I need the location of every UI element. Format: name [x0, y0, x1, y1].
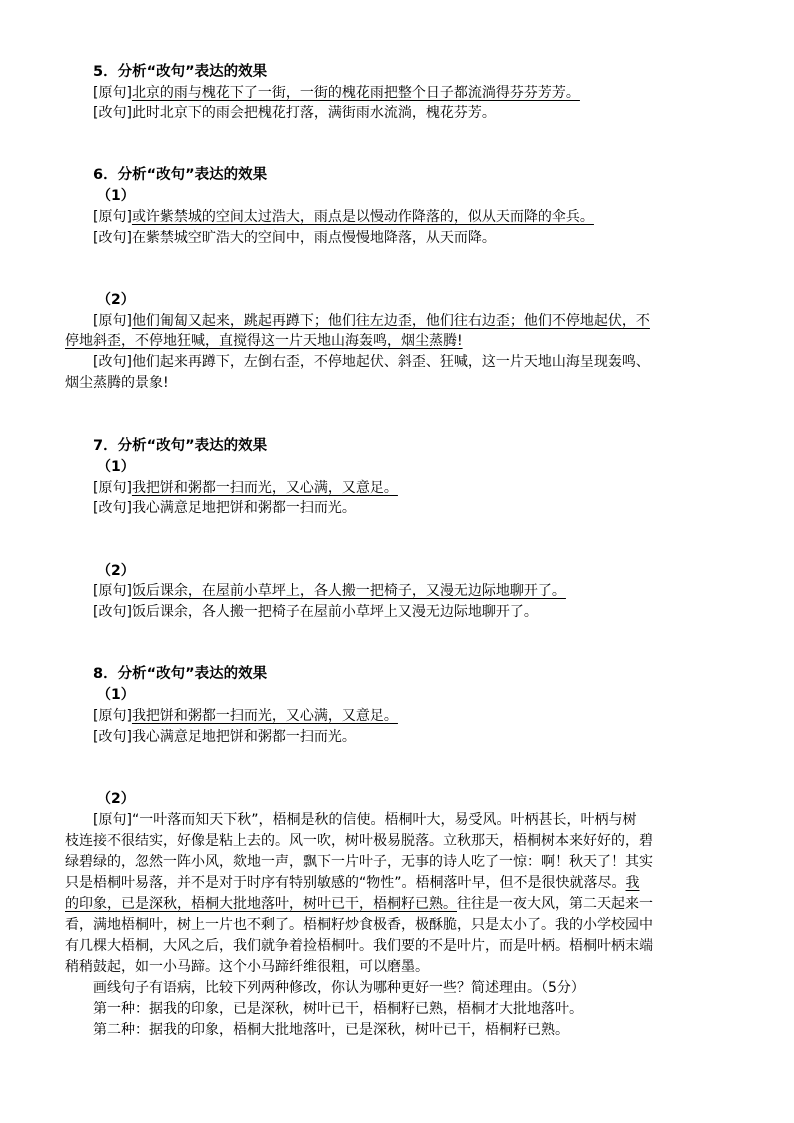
section-5-title: 5．分析“改句”表达的效果 [93, 64, 268, 80]
revised-text: 我心满意足地把饼和粥都一扫而光。 [131, 729, 356, 745]
revised-text: 饭后课余，各人搬一把椅子在屋前小草坪上又漫无边际地聊开了。 [131, 604, 538, 620]
passage-line-6: 看，满地梧桐叶，树上一片也不剩了。梧桐籽炒食极香，极酥脆，只是太小了。我的小学校园中 [65, 917, 653, 933]
revised-tag: [改句] [93, 604, 132, 620]
passage-line-8: 稍稍鼓起，如一小马蹄。这个小马蹄纤维很粗，可以磨墨。 [65, 959, 429, 975]
original-tag: [原句] [93, 583, 132, 599]
passage-text: “一叶落而知天下秋”，梧桐是秋的信使。梧桐叶大，易受风。叶柄甚长，叶柄与树 [131, 812, 637, 828]
section-7-item-2-number: （2） [97, 563, 135, 579]
original-text: 北京的雨与槐花下了一街，一街的槐花雨把整个日子都流淌得芬芬芳芳。 [131, 85, 580, 101]
revised-tag: [改句] [93, 105, 132, 121]
original-tag: [原句] [93, 812, 132, 828]
section-7-item-2-original [93, 581, 566, 601]
original-text: 我把饼和粥都一扫而光，又心满，又意足。 [131, 480, 398, 496]
section-5-revised [93, 103, 496, 123]
option-2: 第二种：据我的印象，梧桐大批地落叶，已是深秋，树叶已干，梧桐籽已熟。 [93, 1022, 569, 1038]
passage-line-3: 绿碧绿的，忽然一阵小风，欻地一声，飘下一片叶子，无事的诗人吃了一惊：啊！秋天了！其实 [65, 854, 653, 870]
revised-tag: [改句] [93, 230, 132, 246]
section-8-title: 8．分析“改句”表达的效果 [93, 666, 268, 682]
section-7-item-1-revised [93, 498, 356, 518]
section-8-item-1-number: （1） [97, 687, 135, 703]
underlined-sentence: 的印象，已是深秋，梧桐大批地落叶，树叶已干，梧桐籽已熟。 [65, 896, 457, 912]
section-5-original [93, 83, 580, 103]
revised-text: 此时北京下的雨会把槐花打落，满街雨水流淌，槐花芬芳。 [131, 105, 496, 121]
section-7-item-1-original [93, 478, 398, 498]
original-tag: [原句] [93, 708, 132, 724]
section-8-item-2-number: （2） [97, 791, 135, 807]
original-tag: [原句] [93, 209, 132, 225]
section-6-item-1-number: （1） [97, 188, 135, 204]
underlined-sentence-start: 我 [625, 875, 640, 891]
revised-text: 我心满意足地把饼和粥都一扫而光。 [131, 500, 356, 516]
section-7-item-2-revised [93, 602, 538, 622]
original-tag: [原句] [93, 313, 132, 329]
original-text: 停地斜歪，不停地狂喊，直搅得这一片天地山海轰鸣，烟尘蒸腾! [65, 333, 463, 349]
section-8-item-1-original [93, 706, 398, 726]
passage-line-7: 有几棵大梧桐，大风之后，我们就争着捡梧桐叶。我们要的不是叶片，而是叶柄。梧桐叶柄末端 [65, 938, 653, 954]
section-7-title: 7．分析“改句”表达的效果 [93, 438, 268, 454]
section-6-item-2-number: （2） [97, 292, 135, 308]
passage-line-4 [65, 873, 640, 893]
option-1: 第一种：据我的印象，已是深秋，树叶已干，梧桐籽已熟，梧桐才大批地落叶。 [93, 1001, 583, 1017]
section-6-title: 6．分析“改句”表达的效果 [93, 167, 268, 183]
revised-tag: [改句] [93, 354, 132, 370]
passage-line-1 [93, 810, 636, 830]
original-text: 他们匍匐又起来，跳起再蹲下；他们往左边歪，他们往右边歪；他们不停地起伏，不 [131, 313, 650, 329]
revised-tag: [改句] [93, 500, 132, 516]
section-6-item-1-original [93, 207, 594, 227]
original-tag: [原句] [93, 480, 132, 496]
passage-line-2: 枝连接不很结实，好像是粘上去的。风一吹，树叶极易脱落。立秋那天，梧桐树本来好好的，碧 [65, 833, 653, 849]
section-6-item-2-revised-line-2: 烟尘蒸腾的景象! [65, 375, 169, 391]
original-text: 或许紫禁城的空间太过浩大，雨点是以慢动作降落的，似从天而降的伞兵。 [131, 209, 594, 225]
original-text: 我把饼和粥都一扫而光，又心满，又意足。 [131, 708, 398, 724]
passage-text: 只是梧桐叶易落，并不是对于时序有特别敏感的“物性”。梧桐落叶早，但不是很快就落尽。 [65, 875, 626, 891]
passage-line-5 [65, 894, 653, 914]
original-text: 饭后课余，在屋前小草坪上，各人搬一把椅子，又漫无边际地聊开了。 [131, 583, 566, 599]
revised-text: 他们起来再蹲下，左倒右歪，不停地起伏、斜歪、狂喊，这一片天地山海呈现轰鸣、 [131, 354, 650, 370]
section-8-item-1-revised [93, 727, 356, 747]
section-7-item-1-number: （1） [97, 459, 135, 475]
revised-tag: [改句] [93, 729, 132, 745]
question-text: 画线句子有语病，比较下列两种修改，你认为哪种更好一些？简述理由。（5分） [93, 980, 585, 996]
section-6-item-2-original-line-2 [65, 331, 463, 351]
section-6-item-1-revised [93, 228, 496, 248]
section-6-item-2-revised-line-1 [93, 352, 650, 372]
original-tag: [原句] [93, 85, 132, 101]
section-6-item-2-original-line-1 [93, 311, 650, 331]
revised-text: 在紫禁城空旷浩大的空间中，雨点慢慢地降落，从天而降。 [131, 230, 496, 246]
passage-text: 往往是一夜大风，第二天起来一 [457, 896, 653, 912]
